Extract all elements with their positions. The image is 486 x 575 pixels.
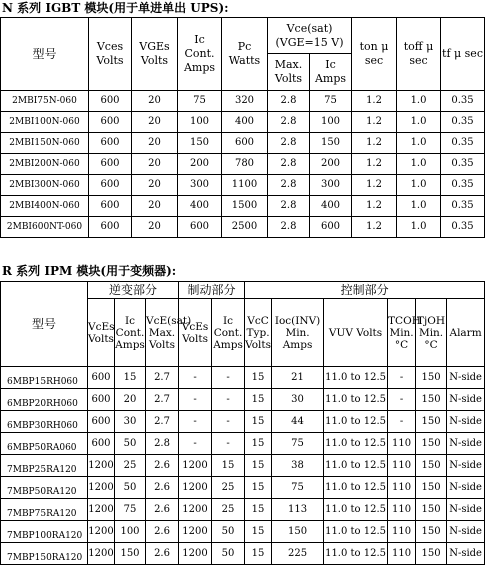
value-cell: 0.35 bbox=[441, 91, 485, 112]
value-cell: 100 bbox=[310, 112, 352, 133]
igbt-module-table bbox=[0, 17, 485, 238]
table-row bbox=[1, 477, 485, 499]
value-cell: 2.6 bbox=[146, 521, 179, 543]
value-cell: 2.7 bbox=[146, 389, 179, 411]
value-cell: 1200 bbox=[179, 499, 212, 521]
value-cell: 1200 bbox=[88, 499, 115, 521]
value-cell: 600 bbox=[88, 389, 115, 411]
value-cell: 150 bbox=[115, 543, 146, 565]
value-cell: 1.0 bbox=[397, 154, 441, 175]
header-vce-sat-group: Vce(sat)(VGE=15 V) bbox=[268, 18, 352, 54]
value-cell: 2.6 bbox=[146, 499, 179, 521]
value-cell: 30 bbox=[272, 389, 324, 411]
value-cell: 320 bbox=[222, 91, 268, 112]
value-cell: 25 bbox=[115, 455, 146, 477]
igbt-section-title: N 系列 IGBT 模块(用于单进单出 UPS): bbox=[2, 1, 229, 15]
value-cell: 150 bbox=[178, 133, 222, 154]
model-cell: 2MBI300N-060 bbox=[1, 175, 89, 196]
value-cell: 400 bbox=[310, 196, 352, 217]
model-cell: 7MBP150RA120 bbox=[1, 543, 88, 565]
value-cell: - bbox=[179, 433, 212, 455]
value-cell: 15 bbox=[245, 543, 272, 565]
value-cell: 600 bbox=[88, 411, 115, 433]
value-cell: 2.8 bbox=[146, 433, 179, 455]
value-cell: 20 bbox=[115, 389, 146, 411]
value-cell: 0.35 bbox=[441, 133, 485, 154]
value-cell: - bbox=[388, 389, 416, 411]
value-cell: 1200 bbox=[179, 543, 212, 565]
value-cell: - bbox=[388, 411, 416, 433]
table-row bbox=[1, 175, 485, 196]
value-cell: 15 bbox=[245, 477, 272, 499]
value-cell: 300 bbox=[178, 175, 222, 196]
value-cell: 2.8 bbox=[268, 91, 310, 112]
value-cell: 1.2 bbox=[352, 91, 397, 112]
value-cell: 75 bbox=[178, 91, 222, 112]
value-cell: 50 bbox=[212, 521, 245, 543]
value-cell: 150 bbox=[416, 367, 447, 389]
header-vcesat: VcE(sat) Max. Volts bbox=[146, 299, 179, 367]
value-cell: 1200 bbox=[88, 455, 115, 477]
value-cell: 0.35 bbox=[441, 196, 485, 217]
value-cell: 150 bbox=[310, 133, 352, 154]
value-cell: 600 bbox=[222, 133, 268, 154]
value-cell: 11.0 to 12.5 bbox=[324, 389, 388, 411]
value-cell: 20 bbox=[132, 217, 178, 238]
value-cell: 780 bbox=[222, 154, 268, 175]
value-cell: N-side bbox=[447, 367, 485, 389]
value-cell: 44 bbox=[272, 411, 324, 433]
header-vuv: VUV Volts bbox=[324, 299, 388, 367]
model-cell: 2MBI75N-060 bbox=[1, 91, 89, 112]
value-cell: 2.7 bbox=[146, 367, 179, 389]
value-cell: 400 bbox=[222, 112, 268, 133]
value-cell: 2.8 bbox=[268, 175, 310, 196]
value-cell: 38 bbox=[272, 455, 324, 477]
header-model: 型号 bbox=[1, 282, 88, 367]
value-cell: 11.0 to 12.5 bbox=[324, 499, 388, 521]
value-cell: - bbox=[388, 367, 416, 389]
value-cell: 110 bbox=[388, 477, 416, 499]
value-cell: 21 bbox=[272, 367, 324, 389]
value-cell: 1.2 bbox=[352, 154, 397, 175]
model-cell: 7MBP25RA120 bbox=[1, 455, 88, 477]
header-vces: Vces Volts bbox=[89, 18, 132, 91]
value-cell: 1.0 bbox=[397, 175, 441, 196]
header-vce-max: Max. Volts bbox=[268, 54, 310, 91]
header-tcoh: TCOH Min. °C bbox=[388, 299, 416, 367]
value-cell: 2.6 bbox=[146, 477, 179, 499]
value-cell: 1.2 bbox=[352, 196, 397, 217]
ipm-module-table bbox=[0, 281, 485, 565]
header-pc: Pc Watts bbox=[222, 18, 268, 91]
table-row bbox=[1, 112, 485, 133]
table-row bbox=[1, 521, 485, 543]
table-row bbox=[1, 196, 485, 217]
value-cell: 20 bbox=[132, 112, 178, 133]
value-cell: 600 bbox=[88, 433, 115, 455]
value-cell: - bbox=[179, 411, 212, 433]
value-cell: 20 bbox=[132, 133, 178, 154]
header-ic: Ic Cont. Amps bbox=[115, 299, 146, 367]
value-cell: - bbox=[212, 433, 245, 455]
table-row bbox=[1, 543, 485, 565]
model-cell: 2MBI600NT-060 bbox=[1, 217, 89, 238]
value-cell: 1.0 bbox=[397, 112, 441, 133]
value-cell: N-side bbox=[447, 433, 485, 455]
table-row bbox=[1, 499, 485, 521]
value-cell: 600 bbox=[178, 217, 222, 238]
value-cell: 25 bbox=[212, 477, 245, 499]
model-cell: 2MBI200N-060 bbox=[1, 154, 89, 175]
value-cell: N-side bbox=[447, 455, 485, 477]
value-cell: 113 bbox=[272, 499, 324, 521]
value-cell: 50 bbox=[212, 543, 245, 565]
value-cell: 110 bbox=[388, 433, 416, 455]
value-cell: 50 bbox=[115, 477, 146, 499]
value-cell: 150 bbox=[416, 411, 447, 433]
header-ioc: Ioc(INV) Min. Amps bbox=[272, 299, 324, 367]
value-cell: 50 bbox=[115, 433, 146, 455]
value-cell: 0.35 bbox=[441, 112, 485, 133]
value-cell: 2500 bbox=[222, 217, 268, 238]
value-cell: 15 bbox=[245, 367, 272, 389]
value-cell: 100 bbox=[115, 521, 146, 543]
value-cell: 1200 bbox=[88, 477, 115, 499]
value-cell: N-side bbox=[447, 521, 485, 543]
model-cell: 2MBI400N-060 bbox=[1, 196, 89, 217]
value-cell: 15 bbox=[245, 411, 272, 433]
value-cell: 400 bbox=[178, 196, 222, 217]
value-cell: 15 bbox=[245, 389, 272, 411]
header-ton: ton μ sec bbox=[352, 18, 397, 91]
value-cell: 1.2 bbox=[352, 217, 397, 238]
value-cell: 2.6 bbox=[146, 543, 179, 565]
value-cell: 2.6 bbox=[146, 455, 179, 477]
model-cell: 6MBP50RA060 bbox=[1, 433, 88, 455]
value-cell: 1100 bbox=[222, 175, 268, 196]
header-ic: Ic Cont. Amps bbox=[178, 18, 222, 91]
value-cell: 75 bbox=[272, 477, 324, 499]
value-cell: 0.35 bbox=[441, 154, 485, 175]
value-cell: 110 bbox=[388, 521, 416, 543]
value-cell: 1200 bbox=[88, 543, 115, 565]
model-cell: 2MBI150N-060 bbox=[1, 133, 89, 154]
value-cell: 1500 bbox=[222, 196, 268, 217]
value-cell: 110 bbox=[388, 499, 416, 521]
value-cell: 150 bbox=[416, 543, 447, 565]
value-cell: 15 bbox=[245, 433, 272, 455]
value-cell: 2.8 bbox=[268, 217, 310, 238]
header-inverter-group: 逆变部分 bbox=[88, 282, 179, 299]
header-alarm: Alarm bbox=[447, 299, 485, 367]
value-cell: 100 bbox=[178, 112, 222, 133]
ipm-section-title: R 系列 IPM 模块(用于变频器): bbox=[2, 264, 177, 278]
value-cell: 75 bbox=[272, 433, 324, 455]
model-cell: 7MBP50RA120 bbox=[1, 477, 88, 499]
value-cell: 15 bbox=[212, 455, 245, 477]
value-cell: 2.8 bbox=[268, 112, 310, 133]
model-cell: 6MBP15RH060 bbox=[1, 367, 88, 389]
table-row bbox=[1, 367, 485, 389]
value-cell: 11.0 to 12.5 bbox=[324, 433, 388, 455]
value-cell: 150 bbox=[416, 455, 447, 477]
value-cell: 1.0 bbox=[397, 91, 441, 112]
value-cell: 0.35 bbox=[441, 217, 485, 238]
value-cell: 15 bbox=[245, 455, 272, 477]
value-cell: 110 bbox=[388, 455, 416, 477]
value-cell: 1.0 bbox=[397, 196, 441, 217]
value-cell: 1200 bbox=[88, 521, 115, 543]
header-brake-ic: Ic Cont. Amps bbox=[212, 299, 245, 367]
value-cell: N-side bbox=[447, 411, 485, 433]
value-cell: 75 bbox=[310, 91, 352, 112]
value-cell: 600 bbox=[89, 91, 132, 112]
value-cell: 1.2 bbox=[352, 112, 397, 133]
value-cell: 200 bbox=[178, 154, 222, 175]
value-cell: 11.0 to 12.5 bbox=[324, 411, 388, 433]
table-row bbox=[1, 455, 485, 477]
header-vges: VGEs Volts bbox=[132, 18, 178, 91]
value-cell: 600 bbox=[88, 367, 115, 389]
value-cell: - bbox=[212, 411, 245, 433]
value-cell: 2.8 bbox=[268, 133, 310, 154]
value-cell: 600 bbox=[89, 154, 132, 175]
value-cell: 1200 bbox=[179, 521, 212, 543]
value-cell: N-side bbox=[447, 389, 485, 411]
model-cell: 2MBI100N-060 bbox=[1, 112, 89, 133]
value-cell: 11.0 to 12.5 bbox=[324, 543, 388, 565]
value-cell: 150 bbox=[416, 389, 447, 411]
value-cell: 30 bbox=[115, 411, 146, 433]
value-cell: 150 bbox=[416, 521, 447, 543]
value-cell: 15 bbox=[115, 367, 146, 389]
value-cell: - bbox=[212, 389, 245, 411]
table-row bbox=[1, 154, 485, 175]
value-cell: 11.0 to 12.5 bbox=[324, 455, 388, 477]
value-cell: - bbox=[179, 367, 212, 389]
value-cell: 150 bbox=[416, 477, 447, 499]
value-cell: 1200 bbox=[179, 455, 212, 477]
value-cell: - bbox=[212, 367, 245, 389]
table-row bbox=[1, 133, 485, 154]
value-cell: 150 bbox=[272, 521, 324, 543]
value-cell: 20 bbox=[132, 196, 178, 217]
value-cell: 110 bbox=[388, 543, 416, 565]
value-cell: 1.0 bbox=[397, 217, 441, 238]
value-cell: 150 bbox=[416, 499, 447, 521]
value-cell: 1.2 bbox=[352, 175, 397, 196]
header-tf: tf μ sec bbox=[441, 18, 485, 91]
value-cell: 2.7 bbox=[146, 411, 179, 433]
value-cell: - bbox=[179, 389, 212, 411]
value-cell: 25 bbox=[212, 499, 245, 521]
header-vce-ic: Ic Amps bbox=[310, 54, 352, 91]
header-vces: VcEs Volts bbox=[88, 299, 115, 367]
value-cell: 600 bbox=[89, 112, 132, 133]
value-cell: 600 bbox=[310, 217, 352, 238]
value-cell: N-side bbox=[447, 543, 485, 565]
value-cell: 150 bbox=[416, 433, 447, 455]
value-cell: 2.8 bbox=[268, 196, 310, 217]
model-cell: 7MBP75RA120 bbox=[1, 499, 88, 521]
table-row bbox=[1, 91, 485, 112]
model-cell: 6MBP30RH060 bbox=[1, 411, 88, 433]
value-cell: 15 bbox=[245, 499, 272, 521]
header-model: 型号 bbox=[1, 18, 89, 91]
header-brake-group: 制动部分 bbox=[179, 282, 245, 299]
model-cell: 7MBP100RA120 bbox=[1, 521, 88, 543]
value-cell: 600 bbox=[89, 133, 132, 154]
table-row bbox=[1, 217, 485, 238]
value-cell: 225 bbox=[272, 543, 324, 565]
value-cell: 75 bbox=[115, 499, 146, 521]
value-cell: 11.0 to 12.5 bbox=[324, 367, 388, 389]
value-cell: 600 bbox=[89, 217, 132, 238]
value-cell: 1200 bbox=[179, 477, 212, 499]
header-control-group: 控制部分 bbox=[245, 282, 485, 299]
value-cell: 15 bbox=[245, 521, 272, 543]
value-cell: N-side bbox=[447, 477, 485, 499]
value-cell: 600 bbox=[89, 175, 132, 196]
value-cell: 11.0 to 12.5 bbox=[324, 521, 388, 543]
header-toff: toff μ sec bbox=[397, 18, 441, 91]
value-cell: 2.8 bbox=[268, 154, 310, 175]
value-cell: 600 bbox=[89, 196, 132, 217]
table-row bbox=[1, 411, 485, 433]
value-cell: N-side bbox=[447, 499, 485, 521]
table-row bbox=[1, 433, 485, 455]
table-row bbox=[1, 389, 485, 411]
value-cell: 1.0 bbox=[397, 133, 441, 154]
header-brake-vces: VcEs Volts bbox=[179, 299, 212, 367]
value-cell: 300 bbox=[310, 175, 352, 196]
value-cell: 0.35 bbox=[441, 175, 485, 196]
header-tjoh: TjOH Min. °C bbox=[416, 299, 447, 367]
model-cell: 6MBP20RH060 bbox=[1, 389, 88, 411]
value-cell: 20 bbox=[132, 154, 178, 175]
value-cell: 20 bbox=[132, 91, 178, 112]
header-vcc: VcC Typ. Volts bbox=[245, 299, 272, 367]
value-cell: 20 bbox=[132, 175, 178, 196]
value-cell: 1.2 bbox=[352, 133, 397, 154]
value-cell: 200 bbox=[310, 154, 352, 175]
value-cell: 11.0 to 12.5 bbox=[324, 477, 388, 499]
